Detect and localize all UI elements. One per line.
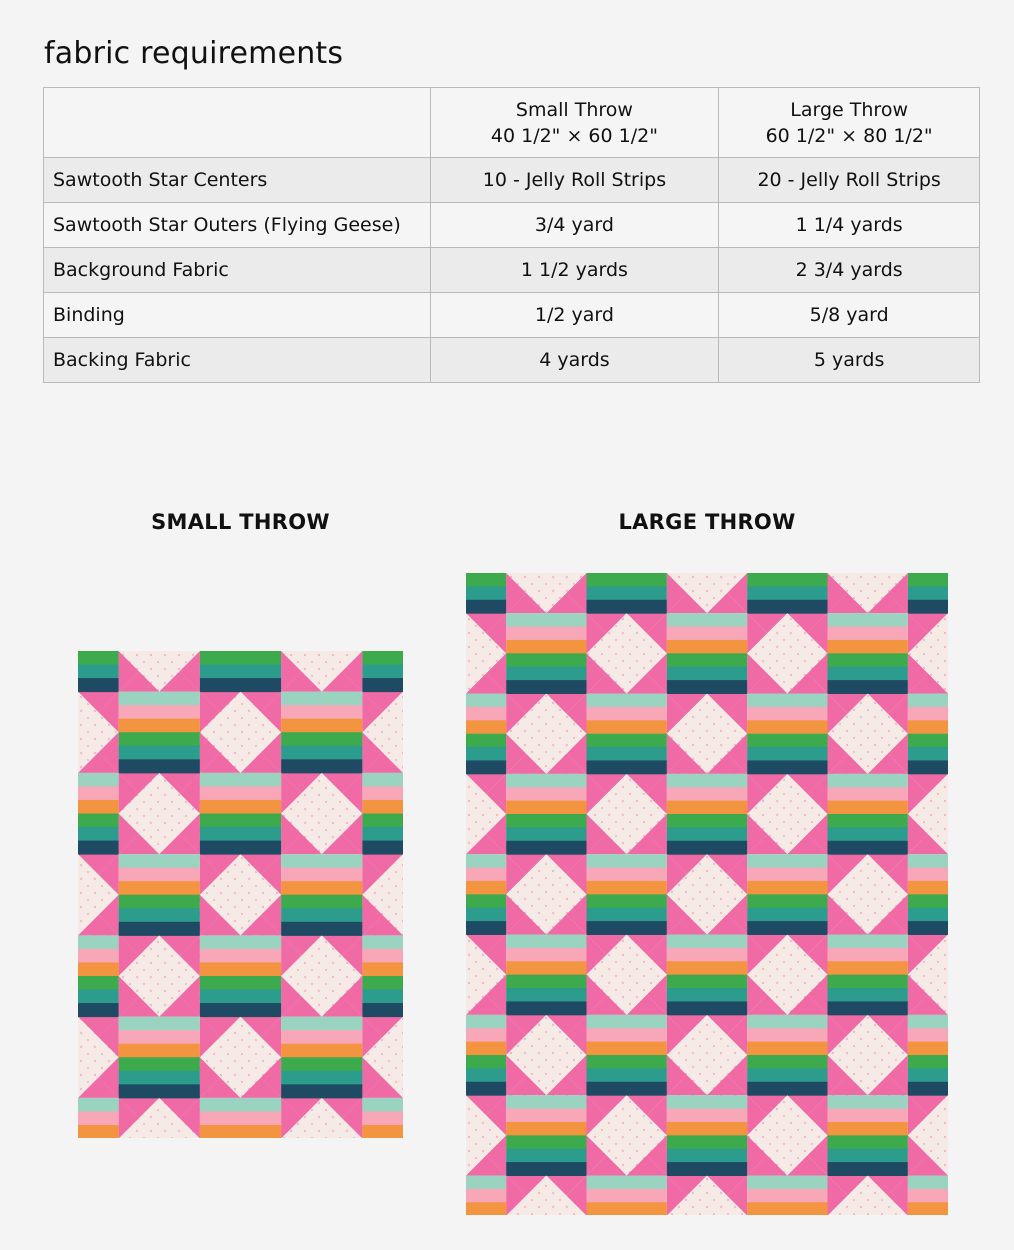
large-strip — [587, 694, 667, 708]
large-strip — [828, 975, 908, 989]
header-small-throw — [430, 88, 719, 158]
large-strip — [747, 868, 827, 882]
large-strip — [667, 1162, 747, 1176]
small-strip — [362, 827, 403, 841]
small-quilt-svg — [78, 651, 403, 1138]
large-strip — [466, 1189, 506, 1203]
large-strip — [828, 1162, 908, 1176]
small-strip — [200, 800, 281, 814]
small-strip — [281, 1044, 362, 1058]
large-strip — [908, 881, 948, 895]
large-strip — [506, 1095, 586, 1109]
large-strip — [828, 1149, 908, 1163]
row-small-value: 1/2 yard — [430, 293, 719, 338]
small-strip — [281, 1017, 362, 1031]
large-strip — [747, 908, 827, 922]
large-strip — [747, 1176, 827, 1190]
large-strip — [506, 787, 586, 801]
large-strip — [828, 1122, 908, 1136]
large-strip — [908, 1189, 948, 1203]
small-strip — [78, 976, 119, 990]
large-strip — [466, 1042, 506, 1056]
large-strip — [828, 961, 908, 975]
large-strip — [828, 653, 908, 667]
large-strip — [828, 948, 908, 962]
large-strip — [466, 694, 506, 708]
large-strip — [667, 827, 747, 841]
small-strip — [78, 651, 119, 665]
large-strip — [587, 921, 667, 935]
large-strip — [908, 747, 948, 761]
header-large-name: Large Throw — [790, 98, 908, 121]
large-strip — [747, 586, 827, 600]
small-strip — [119, 895, 200, 909]
small-strip — [362, 990, 403, 1004]
large-strip — [828, 935, 908, 949]
small-strip — [119, 1044, 200, 1058]
large-strip — [506, 935, 586, 949]
large-strip — [667, 988, 747, 1002]
large-quilt-svg — [466, 573, 948, 1215]
large-strip — [908, 1055, 948, 1069]
small-strip — [362, 773, 403, 787]
large-strip — [587, 908, 667, 922]
large-strip — [747, 1189, 827, 1203]
large-strip — [747, 1068, 827, 1082]
small-strip — [281, 854, 362, 868]
large-strip — [747, 1028, 827, 1042]
small-strip — [78, 841, 119, 855]
large-strip — [908, 1028, 948, 1042]
small-strip — [362, 678, 403, 692]
small-strip — [78, 1111, 119, 1125]
small-strip — [362, 665, 403, 679]
table-header-row — [44, 88, 980, 158]
large-strip — [587, 881, 667, 895]
small-strip — [281, 908, 362, 922]
small-strip — [281, 868, 362, 882]
large-strip — [747, 694, 827, 708]
row-large-value: 5 yards — [719, 338, 980, 383]
small-strip — [362, 1111, 403, 1125]
small-strip — [200, 1098, 281, 1112]
large-strip — [828, 680, 908, 694]
large-strip — [747, 734, 827, 748]
large-strip — [506, 1162, 586, 1176]
large-strip — [747, 573, 827, 587]
large-strip — [908, 734, 948, 748]
small-strip — [119, 705, 200, 719]
large-strip — [466, 600, 506, 614]
large-strip — [667, 1122, 747, 1136]
small-strip — [78, 935, 119, 949]
large-strip — [667, 787, 747, 801]
small-strip — [362, 786, 403, 800]
small-strip — [200, 935, 281, 949]
large-strip — [828, 827, 908, 841]
large-strip — [667, 1001, 747, 1015]
large-strip — [466, 1015, 506, 1029]
small-strip — [362, 841, 403, 855]
small-strip — [362, 1125, 403, 1138]
large-strip — [587, 707, 667, 721]
small-strip — [78, 1125, 119, 1138]
large-strip — [747, 1055, 827, 1069]
large-strip — [828, 640, 908, 654]
large-strip — [466, 734, 506, 748]
large-strip — [506, 814, 586, 828]
large-strip — [747, 720, 827, 734]
table-row — [44, 338, 980, 383]
row-large-value: 2 3/4 yards — [719, 248, 980, 293]
large-strip — [908, 600, 948, 614]
small-strip — [119, 1071, 200, 1085]
large-strip — [747, 854, 827, 868]
large-strip — [828, 1001, 908, 1015]
large-strip — [908, 1202, 948, 1215]
large-strip — [506, 801, 586, 815]
small-strip — [200, 814, 281, 828]
row-large-value: 1 1/4 yards — [719, 203, 980, 248]
large-strip — [828, 1109, 908, 1123]
small-strip — [200, 786, 281, 800]
large-strip — [506, 1109, 586, 1123]
large-strip — [506, 1122, 586, 1136]
large-strip — [908, 1082, 948, 1096]
large-strip — [587, 734, 667, 748]
small-strip — [200, 1125, 281, 1138]
large-strip — [828, 613, 908, 627]
large-strip — [506, 1135, 586, 1149]
large-strip — [667, 935, 747, 949]
large-strip — [506, 680, 586, 694]
small-strip — [200, 990, 281, 1004]
large-strip — [908, 868, 948, 882]
large-strip — [466, 1176, 506, 1190]
large-strip — [587, 760, 667, 774]
large-strip — [466, 921, 506, 935]
large-strip — [466, 573, 506, 587]
large-strip — [908, 707, 948, 721]
large-strip — [908, 720, 948, 734]
large-strip — [747, 894, 827, 908]
table-row — [44, 293, 980, 338]
large-strip — [667, 653, 747, 667]
small-strip — [200, 665, 281, 679]
large-strip — [466, 707, 506, 721]
large-strip — [828, 988, 908, 1002]
small-strip — [78, 949, 119, 963]
large-strip — [466, 868, 506, 882]
small-strip — [200, 678, 281, 692]
large-strip — [747, 600, 827, 614]
large-strip — [908, 1015, 948, 1029]
large-strip — [587, 854, 667, 868]
large-strip — [587, 747, 667, 761]
small-strip — [78, 990, 119, 1004]
large-strip — [506, 640, 586, 654]
large-strip — [667, 814, 747, 828]
small-strip — [362, 1098, 403, 1112]
small-strip — [119, 1057, 200, 1071]
small-strip — [281, 692, 362, 706]
large-strip — [747, 1015, 827, 1029]
small-strip — [119, 719, 200, 733]
large-strip — [587, 868, 667, 882]
large-strip — [908, 854, 948, 868]
large-strip — [506, 1001, 586, 1015]
header-large-size: 60 1/2" × 80 1/2" — [765, 124, 933, 147]
large-strip — [587, 1202, 667, 1215]
small-strip — [200, 1003, 281, 1017]
small-strip — [281, 1057, 362, 1071]
large-strip — [466, 854, 506, 868]
large-strip — [466, 1082, 506, 1096]
large-strip — [587, 720, 667, 734]
large-strip — [466, 1028, 506, 1042]
table-row — [44, 158, 980, 203]
large-strip — [466, 720, 506, 734]
small-strip — [281, 881, 362, 895]
small-strip — [362, 976, 403, 990]
small-strip — [119, 868, 200, 882]
large-strip — [667, 613, 747, 627]
small-strip — [78, 665, 119, 679]
large-strip — [587, 573, 667, 587]
row-small-value: 10 - Jelly Roll Strips — [430, 158, 719, 203]
row-large-value: 20 - Jelly Roll Strips — [719, 158, 980, 203]
large-strip — [908, 586, 948, 600]
large-strip — [747, 881, 827, 895]
large-strip — [908, 1042, 948, 1056]
row-label: Backing Fabric — [44, 338, 431, 383]
large-strip — [747, 747, 827, 761]
large-strip — [828, 814, 908, 828]
small-strip — [78, 1098, 119, 1112]
small-strip — [281, 746, 362, 760]
row-small-value: 1 1/2 yards — [430, 248, 719, 293]
small-strip — [119, 922, 200, 936]
small-throw-quilt-image — [78, 651, 403, 1138]
large-strip — [667, 1135, 747, 1149]
large-strip — [908, 921, 948, 935]
small-strip — [119, 854, 200, 868]
small-strip — [78, 1003, 119, 1017]
header-large-throw — [719, 88, 980, 158]
small-strip — [119, 908, 200, 922]
large-strip — [506, 948, 586, 962]
small-strip — [78, 773, 119, 787]
large-strip — [466, 894, 506, 908]
large-strip — [587, 600, 667, 614]
small-strip — [200, 773, 281, 787]
large-strip — [908, 760, 948, 774]
small-strip — [281, 705, 362, 719]
large-strip — [908, 694, 948, 708]
large-strip — [908, 1176, 948, 1190]
small-strip — [200, 651, 281, 665]
small-strip — [78, 800, 119, 814]
large-throw-quilt-image — [466, 573, 948, 1215]
large-strip — [747, 1082, 827, 1096]
header-small-name: Small Throw — [515, 98, 633, 121]
small-strip — [200, 1111, 281, 1125]
large-strip — [466, 881, 506, 895]
large-strip — [747, 921, 827, 935]
small-strip — [362, 814, 403, 828]
large-strip — [828, 667, 908, 681]
large-strip — [828, 787, 908, 801]
row-label: Sawtooth Star Centers — [44, 158, 431, 203]
header-small-size: 40 1/2" × 60 1/2" — [490, 124, 658, 147]
small-strip — [281, 895, 362, 909]
large-strip — [667, 680, 747, 694]
large-strip — [667, 774, 747, 788]
large-strip — [667, 975, 747, 989]
small-strip — [78, 786, 119, 800]
large-strip — [466, 747, 506, 761]
large-strip — [747, 760, 827, 774]
small-strip — [362, 935, 403, 949]
small-strip — [78, 678, 119, 692]
small-strip — [78, 827, 119, 841]
large-strip — [908, 1068, 948, 1082]
small-strip — [119, 1030, 200, 1044]
small-strip — [200, 976, 281, 990]
small-strip — [281, 759, 362, 773]
large-strip — [747, 707, 827, 721]
small-strip — [200, 841, 281, 855]
small-strip — [281, 1071, 362, 1085]
large-strip — [466, 908, 506, 922]
large-strip — [908, 908, 948, 922]
small-strip — [362, 962, 403, 976]
large-strip — [828, 1095, 908, 1109]
large-strip — [506, 774, 586, 788]
large-strip — [587, 1082, 667, 1096]
small-strip — [119, 1084, 200, 1098]
large-strip — [828, 801, 908, 815]
small-strip — [281, 1030, 362, 1044]
large-strip — [908, 573, 948, 587]
large-strip — [506, 988, 586, 1002]
small-strip — [119, 692, 200, 706]
large-strip — [506, 653, 586, 667]
small-strip — [281, 732, 362, 746]
fabric-requirements-table — [43, 87, 980, 383]
large-strip — [587, 1028, 667, 1042]
row-label: Background Fabric — [44, 248, 431, 293]
large-strip — [667, 961, 747, 975]
large-strip — [587, 1015, 667, 1029]
large-strip — [587, 1068, 667, 1082]
small-strip — [78, 814, 119, 828]
large-strip — [587, 1042, 667, 1056]
large-strip — [466, 1068, 506, 1082]
large-throw-title: LARGE THROW — [618, 510, 796, 534]
large-strip — [466, 1055, 506, 1069]
large-strip — [908, 894, 948, 908]
small-strip — [119, 1017, 200, 1031]
table-row — [44, 248, 980, 293]
large-strip — [506, 667, 586, 681]
large-strip — [466, 1202, 506, 1215]
small-strip — [362, 651, 403, 665]
row-large-value: 5/8 yard — [719, 293, 980, 338]
row-label: Binding — [44, 293, 431, 338]
large-strip — [587, 894, 667, 908]
small-strip — [78, 962, 119, 976]
small-strip — [119, 881, 200, 895]
large-strip — [667, 841, 747, 855]
large-strip — [506, 613, 586, 627]
large-strip — [667, 667, 747, 681]
large-strip — [506, 1149, 586, 1163]
large-strip — [667, 801, 747, 815]
large-strip — [828, 841, 908, 855]
large-strip — [506, 827, 586, 841]
small-strip — [281, 922, 362, 936]
large-strip — [667, 1149, 747, 1163]
small-strip — [200, 949, 281, 963]
large-strip — [466, 586, 506, 600]
small-strip — [200, 827, 281, 841]
large-strip — [466, 760, 506, 774]
small-strip — [362, 800, 403, 814]
large-strip — [667, 627, 747, 641]
small-throw-title: SMALL THROW — [151, 510, 330, 534]
table-row — [44, 203, 980, 248]
large-strip — [587, 586, 667, 600]
large-strip — [506, 841, 586, 855]
large-strip — [828, 774, 908, 788]
large-strip — [506, 975, 586, 989]
large-strip — [587, 1055, 667, 1069]
small-strip — [119, 732, 200, 746]
page-title: fabric requirements — [44, 36, 344, 71]
small-strip — [119, 759, 200, 773]
large-strip — [506, 627, 586, 641]
large-strip — [506, 961, 586, 975]
small-strip — [362, 949, 403, 963]
row-label: Sawtooth Star Outers (Flying Geese) — [44, 203, 431, 248]
large-strip — [667, 1109, 747, 1123]
small-strip — [362, 1003, 403, 1017]
row-small-value: 3/4 yard — [430, 203, 719, 248]
small-strip — [200, 962, 281, 976]
large-strip — [667, 640, 747, 654]
large-strip — [587, 1189, 667, 1203]
large-strip — [667, 948, 747, 962]
large-strip — [587, 1176, 667, 1190]
large-strip — [828, 1135, 908, 1149]
row-small-value: 4 yards — [430, 338, 719, 383]
large-strip — [828, 627, 908, 641]
header-empty-cell — [44, 88, 431, 158]
small-strip — [119, 746, 200, 760]
large-strip — [747, 1202, 827, 1215]
small-strip — [281, 1084, 362, 1098]
large-strip — [747, 1042, 827, 1056]
small-strip — [281, 719, 362, 733]
large-strip — [667, 1095, 747, 1109]
